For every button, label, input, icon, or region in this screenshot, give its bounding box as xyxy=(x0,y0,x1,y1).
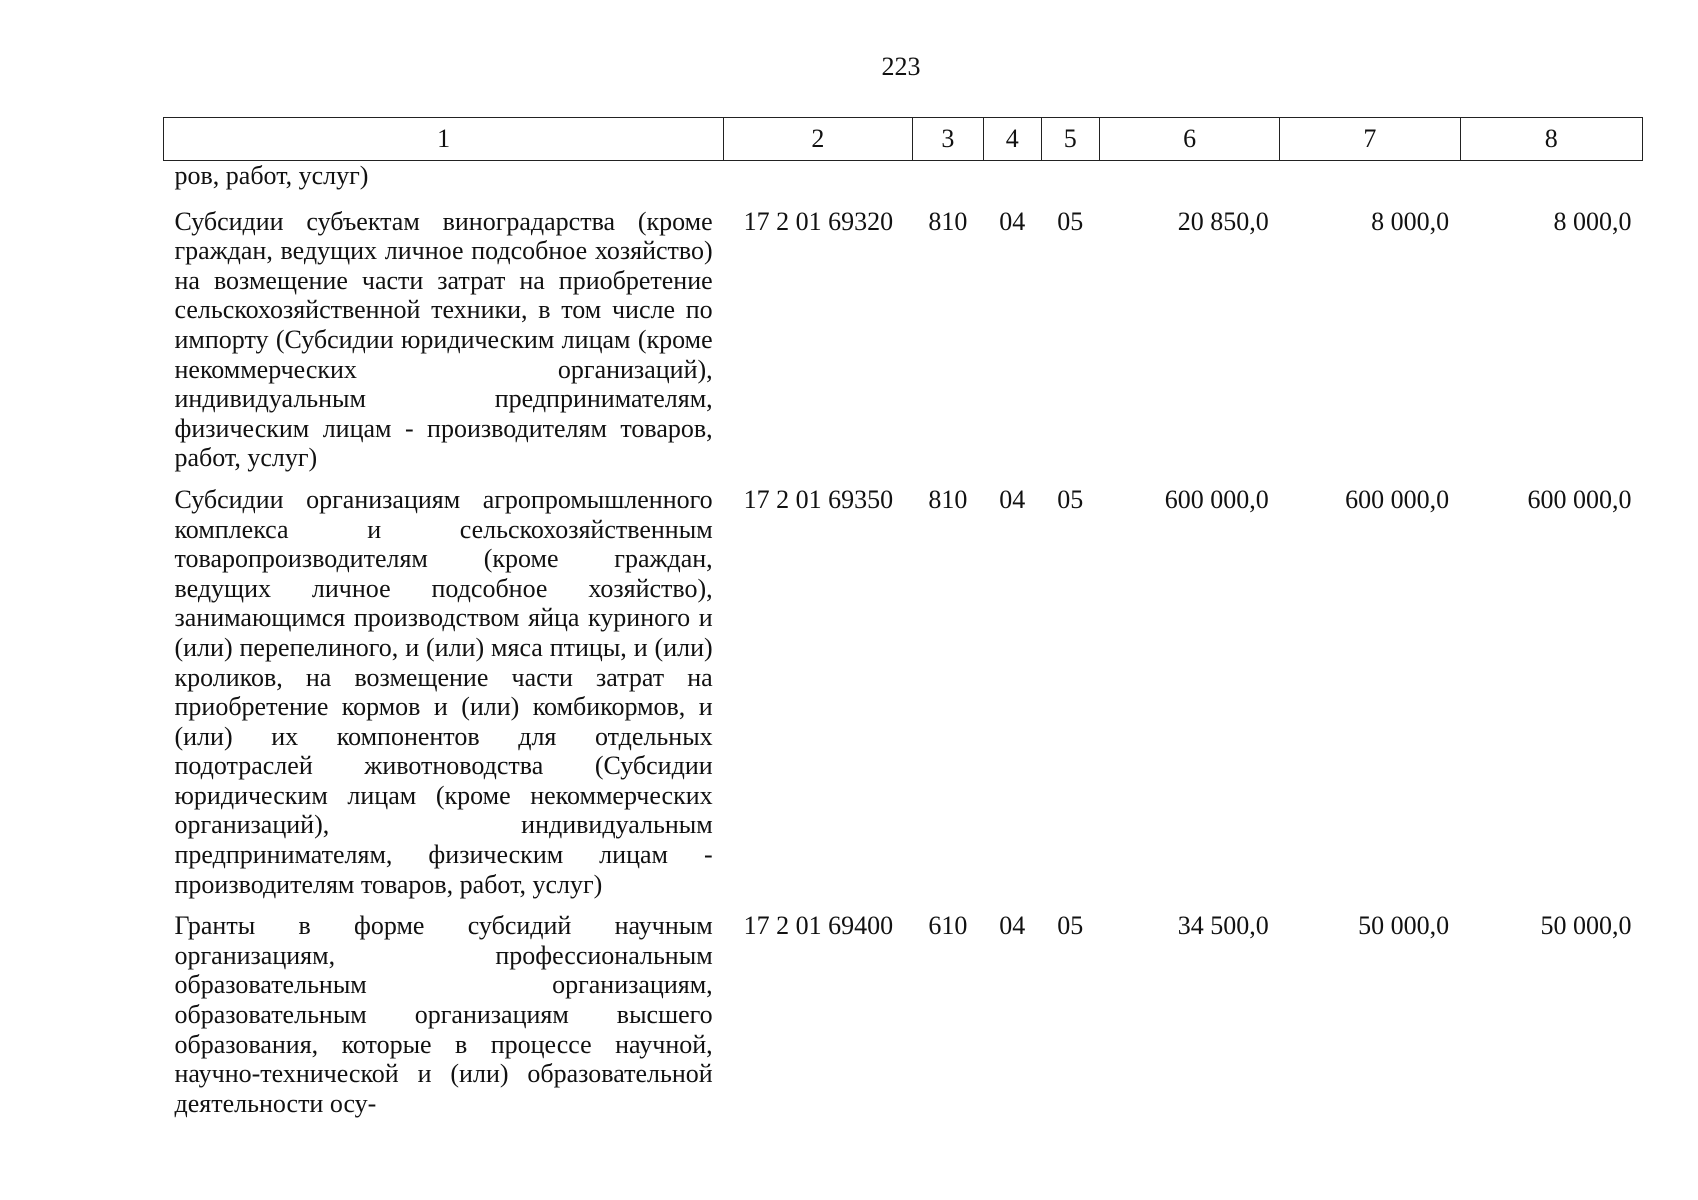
table-body xyxy=(164,161,1643,1119)
table-header xyxy=(164,118,1643,161)
header-col-2: 2 xyxy=(724,118,912,161)
row-amount-col6: 600 000,0 xyxy=(1164,484,1269,514)
row-amount-col8: 8 000,0 xyxy=(1553,206,1632,236)
header-col-5: 5 xyxy=(1041,118,1099,161)
table-row xyxy=(164,191,1643,473)
row-subsection: 05 xyxy=(1057,911,1084,941)
continuation-text: ров, работ, услуг) xyxy=(174,161,369,190)
table-row xyxy=(164,899,1643,1118)
row-expense-type: 810 xyxy=(928,206,968,236)
row-amount-col7: 600 000,0 xyxy=(1345,484,1450,514)
row-amount-col7: 50 000,0 xyxy=(1358,911,1450,941)
row-subsection: 05 xyxy=(1057,484,1084,514)
row-description: Гранты в форме субсидий научным организациям, профессиональным образовательным организациям, образовательным организациям высшего образования, которые в процессе научной, научно-технической и (или) образовательной деятельности осу- xyxy=(174,911,713,1118)
budget-table xyxy=(163,117,1643,1118)
header-col-6: 6 xyxy=(1099,118,1279,161)
table-row xyxy=(164,473,1643,899)
table-row-continuation xyxy=(164,161,1643,191)
row-expense-type: 810 xyxy=(928,484,968,514)
row-amount-col7: 8 000,0 xyxy=(1371,206,1450,236)
row-amount-col8: 50 000,0 xyxy=(1540,911,1632,941)
header-col-8: 8 xyxy=(1460,118,1642,161)
row-amount-col6: 20 850,0 xyxy=(1177,206,1269,236)
header-col-4: 4 xyxy=(984,118,1041,161)
row-section: 04 xyxy=(999,484,1026,514)
header-row xyxy=(164,118,1643,161)
row-description: Субсидии субъектам виноградарства (кроме граждан, ведущих личное подсобное хозяйство) на возмещение части затрат на приобретение сельскохозяйственной техники, в том числе по импорту (Субсидии юридическим лицам (кроме некоммерческих организаций), индивидуальным предпринимателям, физическим лицам - производителям товаров, работ, услуг) xyxy=(174,206,713,473)
header-col-1: 1 xyxy=(164,118,724,161)
row-target-code: 17 2 01 69320 xyxy=(743,206,894,236)
row-section: 04 xyxy=(999,206,1026,236)
row-section: 04 xyxy=(999,911,1026,941)
row-expense-type: 610 xyxy=(928,911,968,941)
header-col-7: 7 xyxy=(1280,118,1460,161)
row-amount-col6: 34 500,0 xyxy=(1177,911,1269,941)
row-target-code: 17 2 01 69350 xyxy=(743,484,894,514)
row-description: Субсидии организациям агропромышленного комплекса и сельскохозяйственным товаропроизводителям (кроме граждан, ведущих личное подсобное хозяйство), занимающимся производством яйца куриного и (или) перепелиного, и (или) мяса птицы, и (или) кроликов, на возмещение части затрат на приобретение кормов и (или) комбикормов, и (или) их компонентов для отдельных подотраслей животноводства (Субсидии юридическим лицам (кроме некоммерческих организаций), индивидуальным предпринимателям, физическим лицам - производителям товаров, работ, услуг) xyxy=(174,484,713,899)
row-amount-col8: 600 000,0 xyxy=(1527,484,1632,514)
page-number: 223 xyxy=(881,52,921,81)
header-col-3: 3 xyxy=(912,118,984,161)
row-target-code: 17 2 01 69400 xyxy=(743,911,894,941)
row-subsection: 05 xyxy=(1057,206,1084,236)
